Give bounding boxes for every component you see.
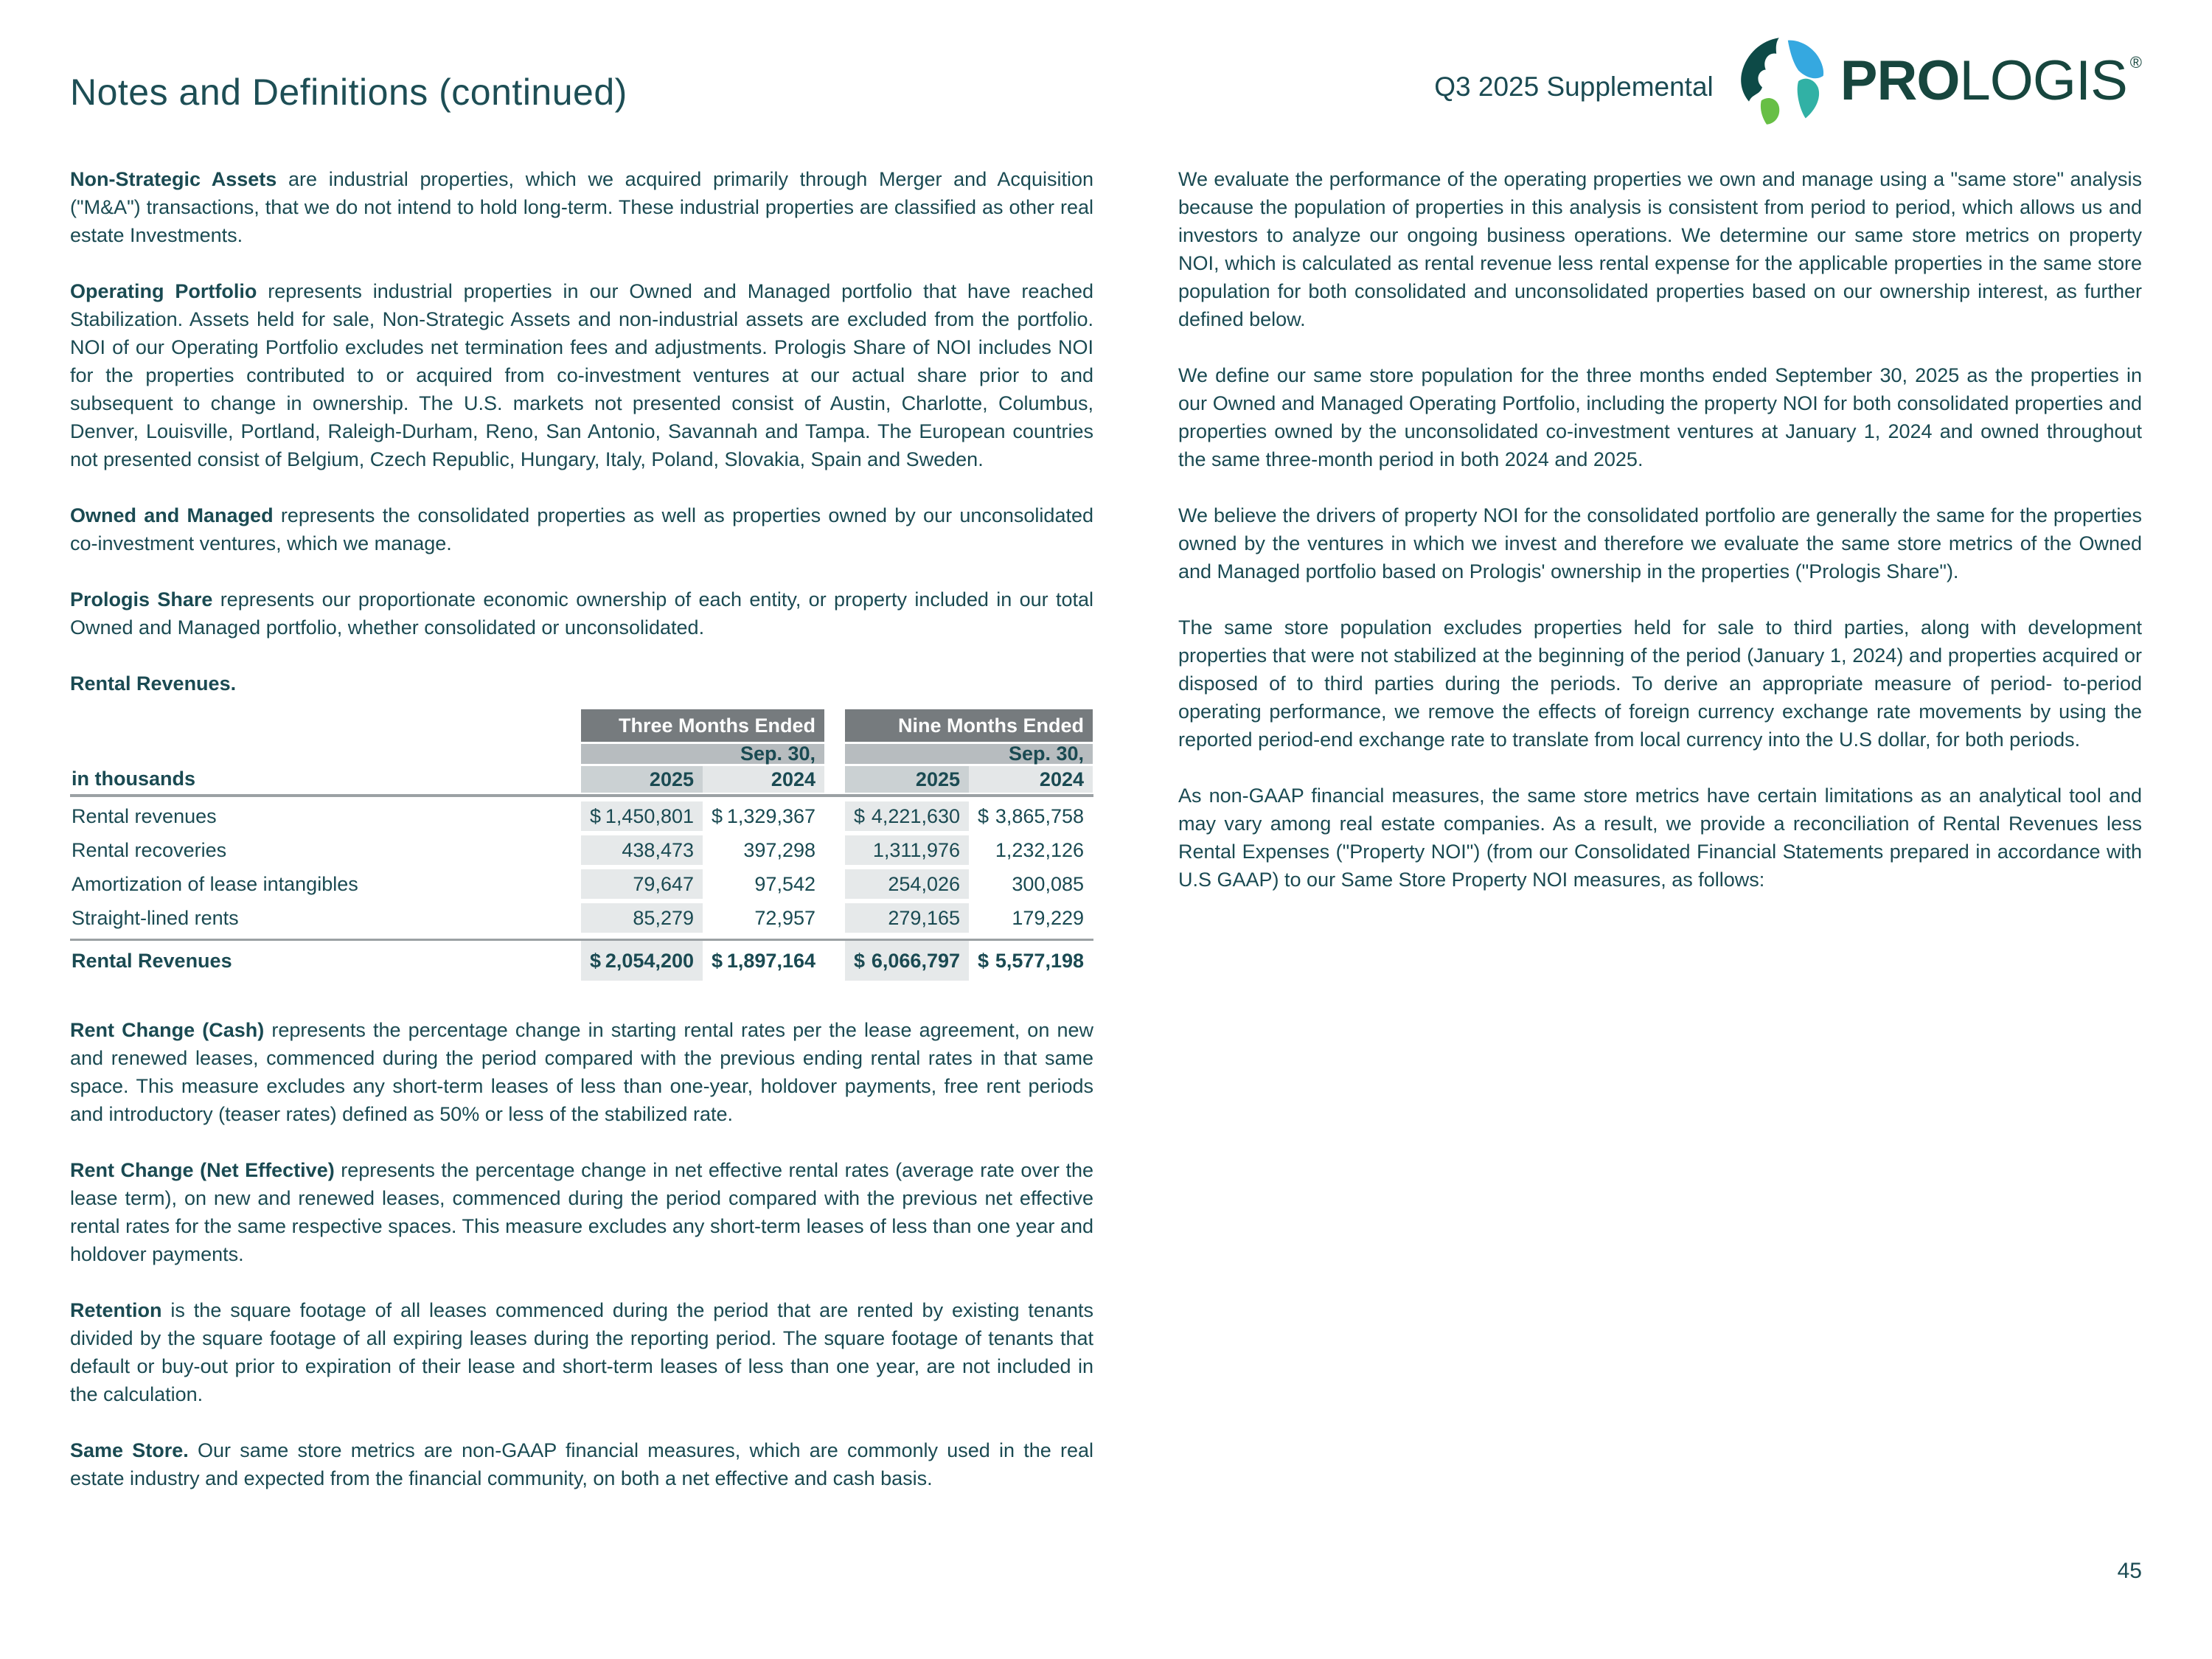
currency-sign: $	[590, 804, 602, 827]
page-title: Notes and Definitions (continued)	[70, 72, 627, 113]
table-cell: $ 1,450,801	[581, 801, 703, 831]
page-number: 45	[2117, 1559, 2142, 1583]
date-header: Sep. 30,	[581, 744, 824, 764]
currency-sign: $	[590, 949, 602, 972]
table-cell: 254,026	[845, 869, 969, 899]
rental-revenues-table	[70, 709, 1093, 981]
gap-column	[824, 709, 845, 742]
gap-column	[824, 744, 845, 764]
date-header: Sep. 30,	[845, 744, 1093, 764]
gap-column	[824, 941, 845, 981]
table-year-header-row	[70, 766, 1093, 793]
gap-column	[824, 835, 845, 865]
spacer	[70, 744, 581, 764]
table-cell: $ 1,897,164	[712, 949, 815, 972]
table-heading	[70, 669, 1093, 698]
registered-mark: ®	[2129, 53, 2142, 72]
table-cell: 1,311,976	[845, 835, 969, 865]
gap-column	[824, 903, 845, 933]
paragraph: We define our same store population for the three months ended September 30, 2025 as the properties in our Owned and Managed Operating Portfolio, including the property NOI for both consolidated properties and properties owned by the unconsolidated co-investment ventures at January 1, 2024 and owned throughout the same three-month period in both 2024 and 2025.	[1178, 364, 2142, 470]
left-column	[70, 165, 1093, 1520]
wordmark-bold: PRO	[1840, 49, 1960, 112]
paragraph: We evaluate the performance of the operating properties we own and manage using a "same store" analysis because the population of properties in this analysis is consistent from period to period, which allows us and investors to analyze our ongoing business operations. We determine our same store metrics on property NOI, which is calculated as rental revenue less rental expense for the applicable properties in the same store population for both consolidated and unconsolidated properties based on our ownership interest, as further defined below.	[1178, 168, 2142, 330]
currency-sign: $	[712, 804, 723, 827]
wordmark-rest: LOGIS	[1959, 49, 2127, 112]
year-header: 2025	[845, 766, 969, 793]
table-row	[70, 801, 1093, 831]
group-header-three-months: Three Months Ended	[581, 709, 824, 742]
prologis-wordmark	[1840, 49, 2142, 112]
table-cell: 438,473	[581, 835, 703, 865]
term-label: Non-Strategic Assets	[70, 168, 277, 190]
row-label: Rental revenues	[72, 804, 217, 827]
term-label: Owned and Managed	[70, 504, 274, 526]
paragraph: Same Store. Our same store metrics are non-GAAP financial measures, which are commonly used in the real estate industry and expected from the financial community, on both a net effective and cash basis.	[70, 1439, 1093, 1489]
currency-sign: $	[854, 949, 866, 972]
table-cell: 279,165	[845, 903, 969, 933]
table-cell: 397,298	[743, 838, 815, 861]
table-row	[70, 835, 1093, 865]
unit-label: in thousands	[72, 768, 195, 790]
term-label: Retention	[70, 1299, 162, 1321]
prologis-logo	[1740, 37, 2142, 125]
paragraph: Rent Change (Cash) represents the percentage change in starting rental rates per the lease agreement, on new and renewed leases, commenced during the period compared with the previous ending rental rates in that same space. This measure excludes any short-term leases of less than one-year, holdover payments, free rent periods and introductory (teaser rates) defined as 50% or less of the stabilized rate.	[70, 1019, 1093, 1125]
paragraph: Retention is the square footage of all leases commenced during the period that are rented by existing tenants divided by the square footage of all expiring leases during the reporting period. The square footage of tenants that default or buy-out prior to expiration of their lease and short-term leases of less than one year, are not included in the calculation.	[70, 1299, 1093, 1405]
paragraph: Operating Portfolio represents industrial properties in our Owned and Managed portfolio that have reached Stabilization. Assets held for sale, Non-Strategic Assets and non-industrial assets are excluded from the portfolio. NOI of our Operating Portfolio excludes net termination fees and adjustments. Prologis Share of NOI includes NOI for the properties contributed to or acquired from co-investment ventures at our actual share prior to and subsequent to change in ownership. The U.S. markets not presented consist of Austin, Charlotte, Columbus, Denver, Louisville, Portland, Raleigh-Durham, Reno, San Antonio, Savannah and Tampa. The European countries not presented consist of Belgium, Czech Republic, Hungary, Italy, Poland, Slovakia, Spain and Sweden.	[70, 280, 1093, 470]
term-label: Rent Change (Cash)	[70, 1019, 265, 1041]
paragraph: As non-GAAP financial measures, the same store metrics have certain limitations as an analytical tool and may vary among real estate companies. As a result, we provide a reconciliation of Rental Revenues less Rental Expenses ("Property NOI") (from our Consolidated Financial Statements prepared in accordance with U.S GAAP) to our Same Store Property NOI measures, as follows:	[1178, 785, 2142, 891]
term-label: Operating Portfolio	[70, 280, 257, 302]
term-label: Rent Change (Net Effective)	[70, 1159, 335, 1181]
table-cell: 85,279	[581, 903, 703, 933]
paragraph: Rent Change (Net Effective) represents the percentage change in net effective rental rates (average rate over the lease term), on new and renewed leases, commenced during the period compared with the previous net effective rental rates for the same respective spaces. This measure excludes any short-term leases of less than one year and holdover payments.	[70, 1159, 1093, 1265]
table-date-header-row	[70, 744, 1093, 764]
gap-column	[824, 869, 845, 899]
table-cell: 79,647	[581, 869, 703, 899]
report-label: Q3 2025 Supplemental	[1434, 72, 1714, 102]
row-label: Straight-lined rents	[72, 906, 239, 929]
gap-column	[824, 801, 845, 831]
table-cell: $ 5,577,198	[978, 949, 1084, 972]
table-cell: $ 2,054,200	[581, 941, 703, 981]
spacer	[70, 709, 581, 742]
table-row	[70, 903, 1093, 933]
table-cell: $ 6,066,797	[845, 941, 969, 981]
table-cell: 1,232,126	[995, 838, 1084, 861]
table-row	[70, 869, 1093, 899]
row-label: Amortization of lease intangibles	[72, 872, 358, 895]
term-label: Rental Revenues.	[70, 672, 237, 695]
row-label: Rental recoveries	[72, 838, 227, 861]
year-header: 2024	[969, 766, 1093, 793]
year-header: 2024	[703, 766, 824, 793]
table-cell: $ 3,865,758	[978, 804, 1084, 827]
currency-sign: $	[978, 804, 990, 827]
table-cell: 179,229	[1012, 906, 1084, 929]
currency-sign: $	[712, 949, 723, 972]
table-rule	[70, 794, 1093, 797]
table-cell: 300,085	[1012, 872, 1084, 895]
paragraph: Non-Strategic Assets are industrial properties, which we acquired primarily through Merger and Acquisition ("M&A") transactions, that we do not intend to hold long-term. These industrial properties are classified as other real estate Investments.	[70, 168, 1093, 246]
paragraph: We believe the drivers of property NOI for the consolidated portfolio are generally the same for the properties owned by the ventures in which we invest and therefore we evaluate the same store metrics of the Owned and Managed portfolio based on Prologis' ownership in the properties ("Prologis Share").	[1178, 504, 2142, 582]
currency-sign: $	[854, 804, 866, 827]
year-header: 2025	[581, 766, 703, 793]
paragraph: The same store population excludes properties held for sale to third parties, along with development properties that were not stabilized at the beginning of the period (January 1, 2024) and properties acquired or disposed of to third parties during the periods. To derive an appropriate measure of period- to-period operating performance, we remove the effects of foreign currency exchange rate movements by using the reported period-end exchange rate to translate from local currency into the U.S dollar, for both periods.	[1178, 616, 2142, 751]
row-label: Rental Revenues	[72, 949, 232, 972]
table-cell: $ 1,329,367	[712, 804, 815, 827]
table-cell: $ 4,221,630	[845, 801, 969, 831]
table-cell: 72,957	[754, 906, 815, 929]
content-columns	[70, 165, 2142, 1520]
table-cell: 97,542	[754, 872, 815, 895]
right-column	[1178, 165, 2142, 1520]
currency-sign: $	[978, 949, 990, 972]
paragraph: Owned and Managed represents the consolidated properties as well as properties owned by our unconsolidated co-investment ventures, which we manage.	[70, 504, 1093, 554]
globe-icon	[1740, 37, 1829, 125]
table-group-header-row	[70, 709, 1093, 742]
term-label: Same Store.	[70, 1439, 189, 1461]
gap-column	[824, 766, 845, 793]
header-right	[1434, 37, 2142, 125]
paragraph: Prologis Share represents our proportionate economic ownership of each entity, or property included in our total Owned and Managed portfolio, whether consolidated or unconsolidated.	[70, 588, 1093, 639]
table-total-row	[70, 941, 1093, 981]
group-header-nine-months: Nine Months Ended	[845, 709, 1093, 742]
term-label: Prologis Share	[70, 588, 213, 611]
